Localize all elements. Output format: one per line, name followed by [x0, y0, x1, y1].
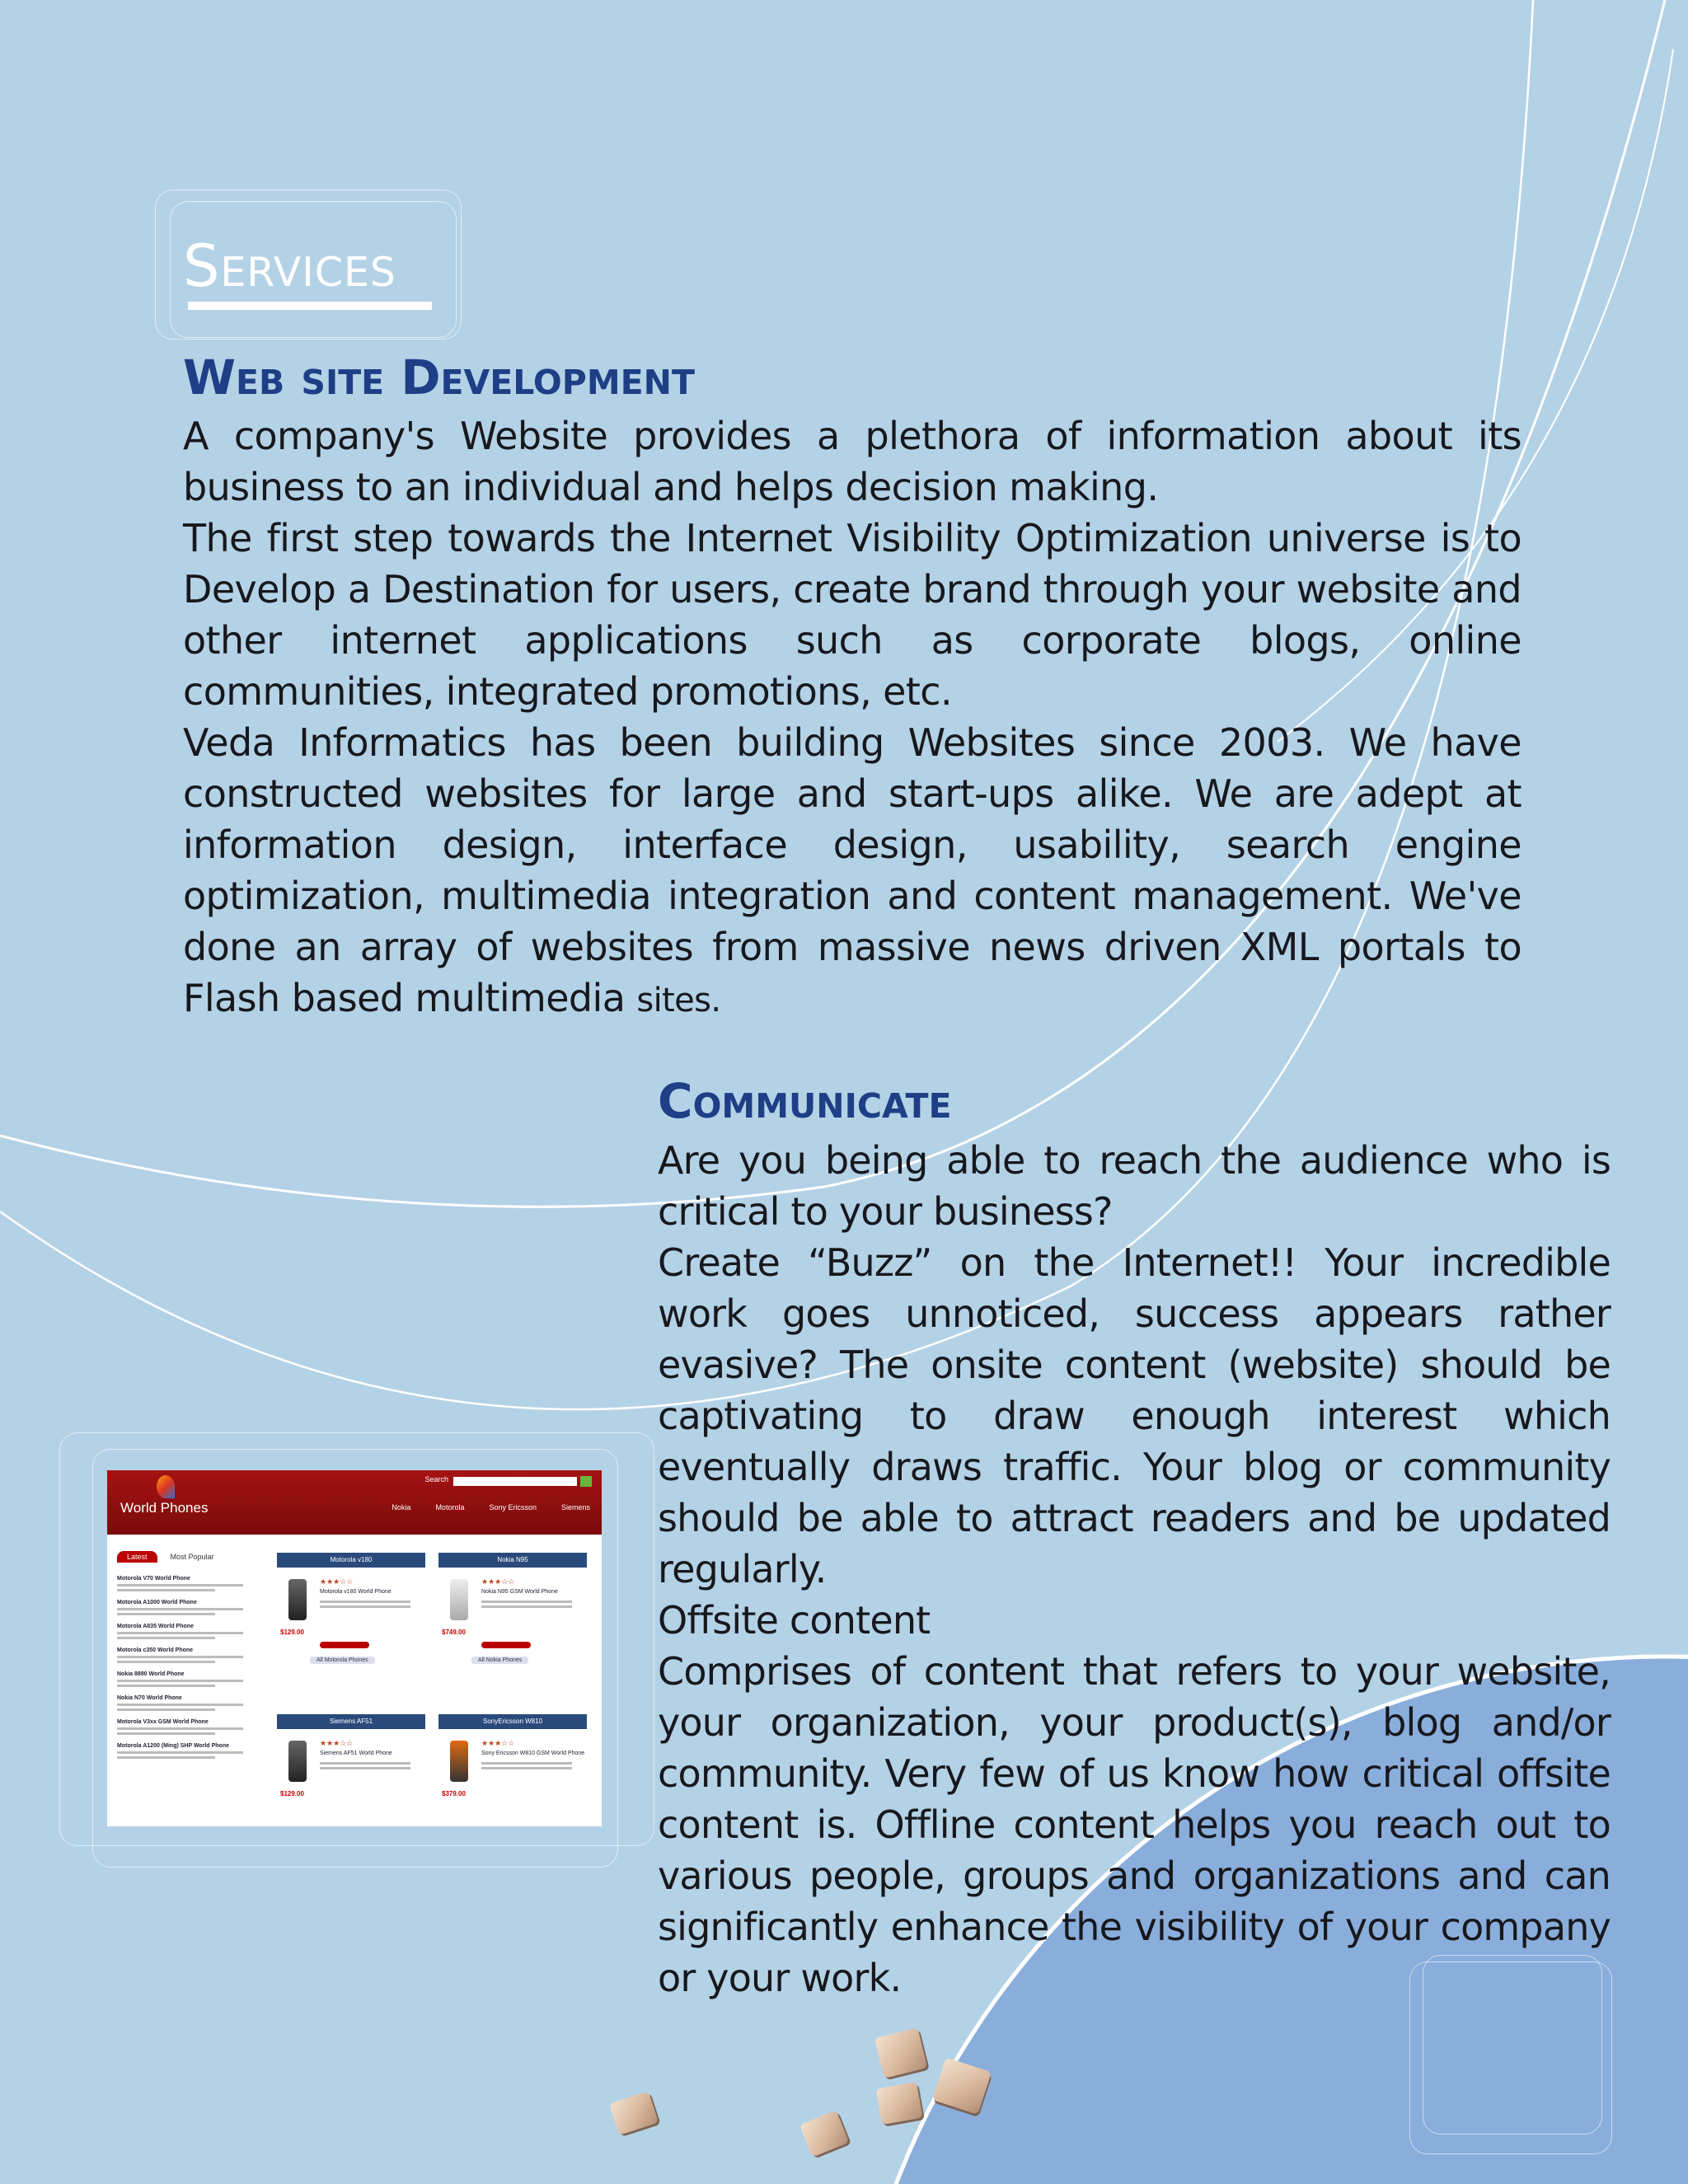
buy-button [320, 1642, 369, 1648]
rating-stars: ★★★☆☆ [481, 1739, 515, 1747]
paragraph: A company's Website provides a plethora of information about its business to an individual and helps decision making. [183, 414, 1522, 509]
paragraph: Comprises of content that refers to your website, your organization, your product(s), blog and/or community. Very few of us know how critical offsite content is. Offline content helps you reach out to various people, groups and organizations and can significantly enhance the visibility of your company or your work. [658, 1649, 1611, 2000]
list-item [117, 1600, 257, 1615]
list-item-title: Motorola A1000 World Phone [117, 1600, 197, 1605]
list-item-title: Nokia N70 World Phone [117, 1695, 182, 1701]
list-item [117, 1647, 257, 1663]
product-name: Nokia N95 GSM World Phone [481, 1589, 558, 1595]
list-item [117, 1719, 257, 1735]
communicate-body [658, 1135, 1611, 2004]
subheading: Offsite content [658, 1598, 931, 1643]
communicate-heading: Communicate [658, 1073, 952, 1129]
screenshot-tabs [117, 1551, 224, 1563]
screenshot-search-label: Search [424, 1475, 448, 1483]
screenshot-nav [392, 1503, 590, 1511]
screenshot-nav-item: Siemens [560, 1503, 590, 1511]
list-item-title: Motorola A1200 (Ming) SHP World Phone [117, 1743, 229, 1749]
paragraph: The first step towards the Internet Visibility Optimization universe is to Develop a Destination for users, create brand through your website and other internet applications such as corporate blogs, online communities, integrated promotions, etc. [183, 516, 1522, 714]
rating-stars: ★★★☆☆ [320, 1739, 354, 1747]
product-card-title: Nokia N95 [438, 1553, 587, 1568]
list-item [117, 1671, 257, 1687]
paragraph [183, 717, 1522, 1026]
paragraph-tail: sites. [636, 982, 721, 1019]
product-price: $129.00 [280, 1629, 304, 1636]
screenshot-search-input [453, 1477, 577, 1486]
product-card [438, 1553, 587, 1676]
screenshot-brand: World Phones [120, 1500, 209, 1516]
chip-decoration [876, 2082, 923, 2125]
screenshot-list [117, 1576, 257, 1767]
product-card-title: SonyEricsson W810 [438, 1714, 587, 1729]
list-item-title: Motorola A835 World Phone [117, 1624, 194, 1629]
list-item-title: Nokia 8890 World Phone [117, 1671, 185, 1677]
phone-image [288, 1579, 307, 1620]
screenshot-nav-item: Motorola [435, 1503, 465, 1511]
list-item-title: Motorola V3xx GSM World Phone [117, 1719, 209, 1725]
screenshot-nav-item: Nokia [392, 1503, 411, 1511]
buy-button [481, 1642, 531, 1648]
paragraph-text: Veda Informatics has been building Websites since 2003. We have constructed websites for large and start-ups alike. We are adept at information design, interface design, usability, search engine optimization, multimedia integration and content management. We've done an array of websites from massive news driven XML portals to Flash based multimedia [183, 720, 1522, 1020]
rating-stars: ★★★☆☆ [320, 1577, 354, 1586]
rating-stars: ★★★☆☆ [481, 1577, 515, 1586]
product-price: $749.00 [442, 1629, 466, 1636]
paragraph: Are you being able to reach the audience who is critical to your business? [658, 1138, 1611, 1234]
screenshot-nav-item: Sony Ericsson [489, 1503, 537, 1511]
web-development-heading: Web site Development [183, 349, 695, 405]
product-price: $129.00 [280, 1790, 304, 1797]
website-screenshot [107, 1470, 602, 1826]
list-item [117, 1624, 257, 1639]
paragraph: Create “Buzz” on the Internet!! Your incredible work goes unnoticed, success appears rather evasive? The onsite content (website) should be captivating to draw enough interest which eventually draws traffic. Your blog or community should be able to attract readers and be updated regularly. [658, 1240, 1611, 1591]
phone-image [288, 1741, 307, 1782]
screenshot-search-button [580, 1476, 592, 1487]
product-card [277, 1714, 425, 1821]
title-underline [188, 302, 432, 310]
product-name: Sony Ericsson W810 GSM World Phone [481, 1750, 585, 1756]
all-phones-link: All Nokia Phones [471, 1657, 528, 1664]
all-phones-link: All Motorola Phones [310, 1657, 375, 1664]
list-item-title: Motorola c350 World Phone [117, 1647, 194, 1653]
screenshot-header [107, 1470, 602, 1535]
screenshot-tab: Latest [117, 1551, 157, 1563]
page-title: Services [183, 232, 397, 300]
phone-image [450, 1579, 468, 1620]
web-development-body [183, 410, 1522, 1026]
logo-icon [157, 1475, 175, 1498]
product-card [438, 1714, 587, 1821]
product-name: Siemens AF51 World Phone [320, 1750, 392, 1756]
list-item [117, 1743, 257, 1759]
product-card [277, 1553, 425, 1676]
screenshot-tab: Most Popular [170, 1553, 214, 1561]
list-item [117, 1576, 257, 1591]
product-name: Motorola v180 World Phone [320, 1589, 392, 1595]
list-item [117, 1695, 257, 1711]
phone-image [450, 1741, 468, 1782]
product-price: $379.00 [442, 1790, 466, 1797]
list-item-title: Motorola V70 World Phone [117, 1576, 190, 1582]
product-card-title: Motorola v180 [277, 1553, 425, 1568]
product-card-title: Siemens AF51 [277, 1714, 425, 1729]
